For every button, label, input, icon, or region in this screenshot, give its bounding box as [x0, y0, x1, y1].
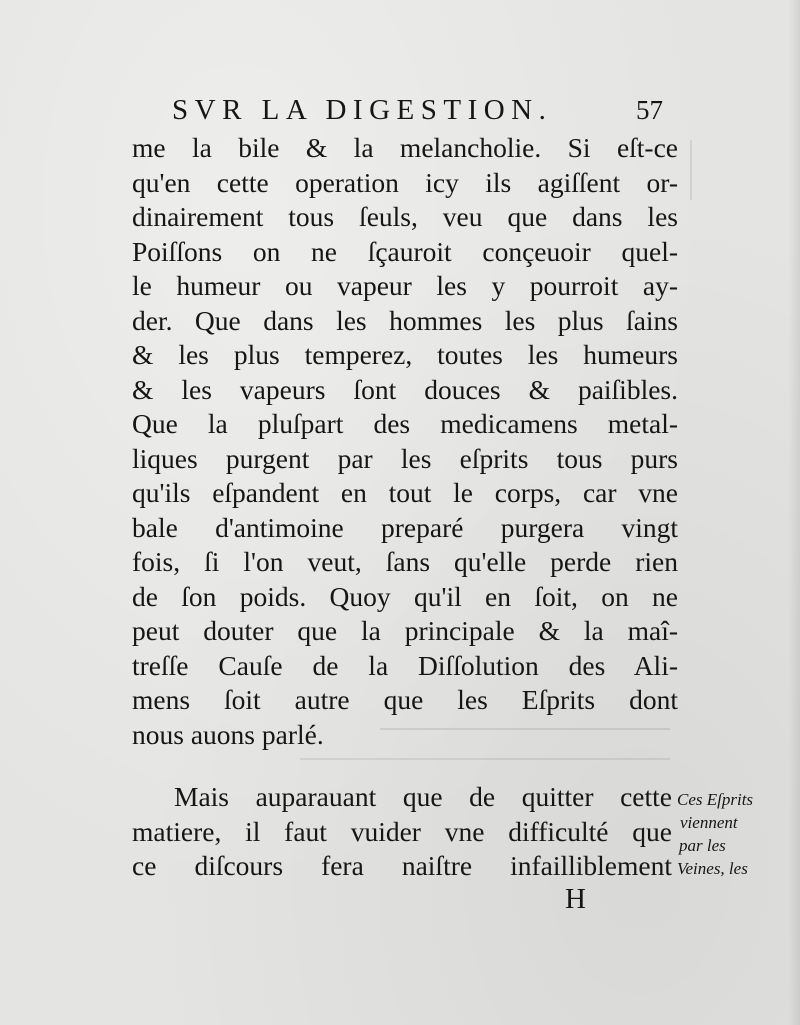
- text-line: Mais auparauant que de quitter cette: [174, 781, 672, 812]
- marginal-note-line: par les: [679, 836, 726, 855]
- text-line: fois, ſi l'on veut, ſans qu'elle perde rien: [132, 546, 678, 577]
- text-line: & les plus temperez, toutes les humeurs: [132, 339, 678, 370]
- paragraph-2: [132, 780, 672, 884]
- running-header: [172, 90, 672, 130]
- page-number: 57: [636, 95, 663, 125]
- text-line: Poiſſons on ne ſçauroit conçeuoir quel-: [132, 235, 678, 267]
- marginal-note-line: Veines, les: [677, 859, 748, 878]
- text-line: matiere, il faut vuider vne difficulté que: [132, 815, 672, 847]
- paragraph-1: [132, 131, 678, 752]
- text-line: liques purgent par les eſprits tous purs: [132, 442, 678, 474]
- text-line: Que la pluſpart des medicamens metal-: [132, 408, 678, 439]
- text-line: dinairement tous ſeuls, veu que dans les: [132, 201, 678, 232]
- text-line: ce diſcours fera naiſtre infailliblement: [132, 850, 672, 881]
- running-head-title: SVR LA DIGESTION.: [172, 94, 553, 126]
- text-line: mens ſoit autre que les Eſprits dont: [132, 684, 678, 715]
- text-line: de ſon poids. Quoy qu'il en ſoit, on ne: [132, 580, 678, 612]
- show-through-mark: [300, 758, 670, 760]
- text-line: & les vapeurs ſont douces & paiſibles.: [132, 373, 678, 405]
- text-line: qu'ils eſpandent en tout le corps, car vne: [132, 477, 678, 508]
- signature-mark: H: [565, 883, 586, 915]
- text-line: le humeur ou vapeur les y pourroit ay-: [132, 270, 678, 301]
- text-line: peut douter que la principale & la maî-: [132, 615, 678, 646]
- text-line: me la bile & la melancholie. Si eſt-ce: [132, 132, 678, 163]
- show-through-mark: [690, 140, 782, 200]
- text-line: treſſe Cauſe de la Diſſolution des Ali-: [132, 649, 678, 681]
- marginal-note: [677, 788, 795, 880]
- text-line: bale d'antimoine preparé purgera vingt: [132, 511, 678, 543]
- marginal-note-line: Ces Eſprits: [677, 790, 754, 809]
- text-line: der. Que dans les hommes les plus ſains: [132, 304, 678, 336]
- text-line: nous auons parlé.: [132, 718, 324, 750]
- text-line: qu'en cette operation icy ils agiſſent or-: [132, 166, 678, 198]
- marginal-note-line: viennent: [680, 813, 738, 832]
